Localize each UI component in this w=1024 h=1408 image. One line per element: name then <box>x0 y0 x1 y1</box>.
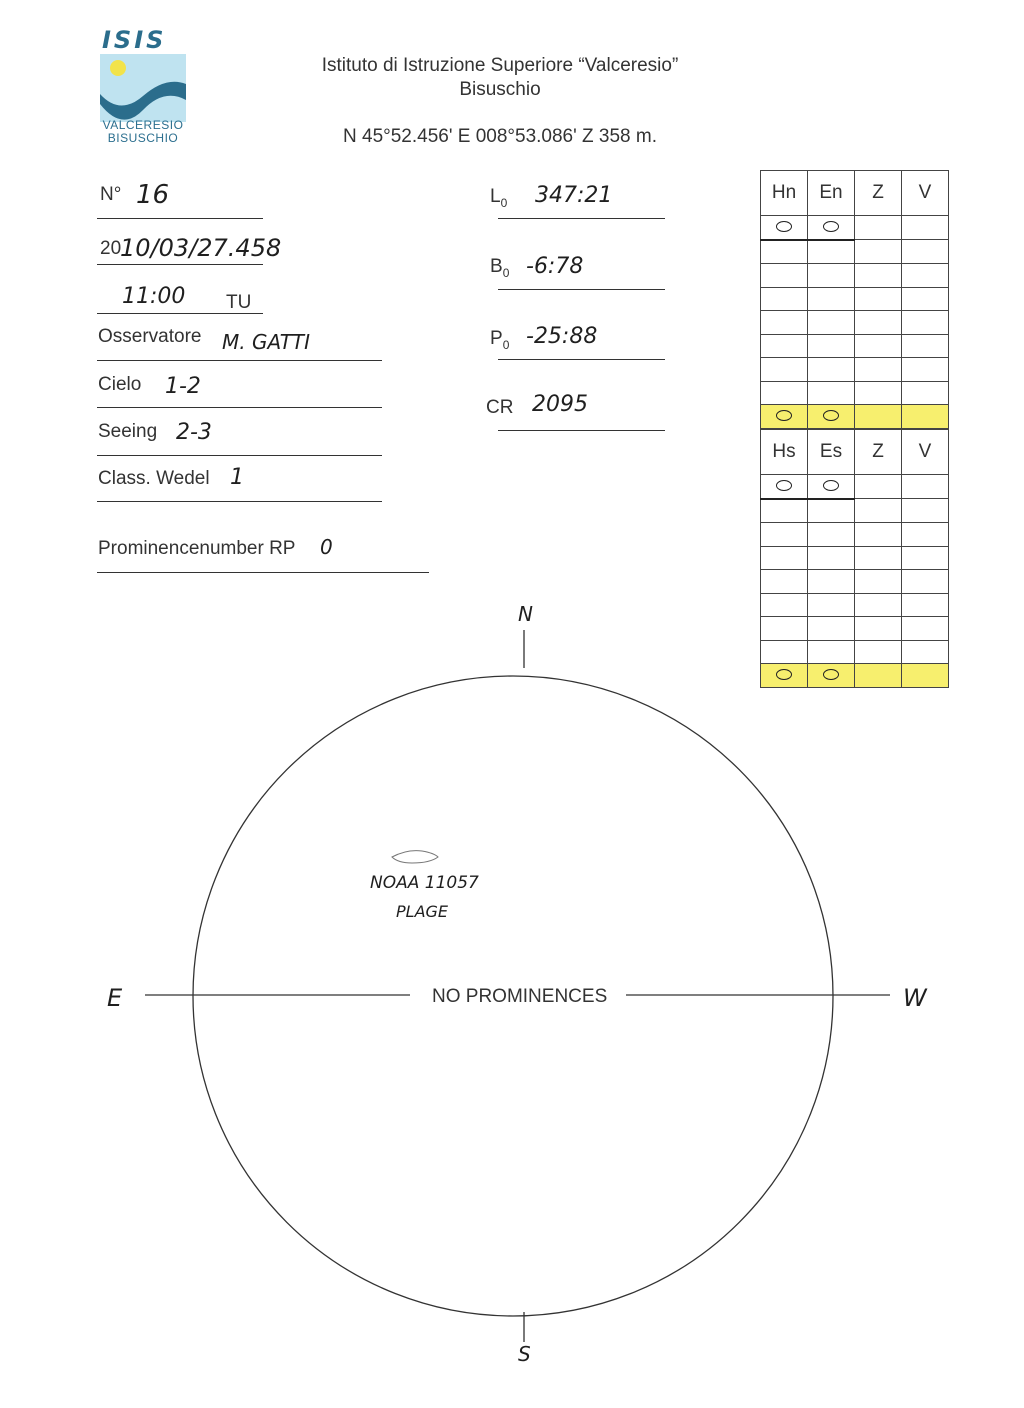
table-cell <box>902 358 949 382</box>
cr-value: 2095 <box>532 392 588 417</box>
table-cell <box>808 358 855 382</box>
p0-label: $P_0$ <box>490 328 510 352</box>
zero-mark <box>776 410 792 421</box>
seeing-rule <box>97 455 382 456</box>
wedel-value: 1 <box>230 465 244 490</box>
logo-line2: BISUSCHIO <box>107 131 179 145</box>
table-cell <box>855 546 902 570</box>
table-cell <box>855 475 902 499</box>
logo-wordmark: ISIS <box>102 26 167 54</box>
table-header: Z <box>855 430 902 475</box>
observer-value: M. GATTI <box>222 330 311 354</box>
table-cell <box>902 381 949 405</box>
table-cell <box>808 264 855 288</box>
table-cell <box>761 264 808 288</box>
table-cell <box>761 475 808 499</box>
zero-mark <box>823 410 839 421</box>
l0-label: $L_0$ <box>490 186 508 210</box>
table-cell <box>855 240 902 264</box>
table-north <box>760 170 949 429</box>
time-value: 11:00 <box>122 284 186 309</box>
table-cell <box>761 287 808 311</box>
wedel-rule <box>97 501 382 502</box>
sky-rule <box>97 407 382 408</box>
b0-rule <box>498 289 665 290</box>
region-annotation-line2: PLAGE <box>396 902 449 921</box>
observer-label: Osservatore <box>98 326 202 347</box>
table-cell <box>902 475 949 499</box>
table-cell <box>761 311 808 335</box>
table-cell <box>902 334 949 358</box>
institute-name: Istituto di Istruzione Superiore “Valceresio” <box>321 55 679 76</box>
table-cell <box>902 523 949 547</box>
table-cell <box>902 546 949 570</box>
logo-line1: VALCERESIO <box>102 118 184 132</box>
table-cell <box>902 264 949 288</box>
seeing-value: 2-3 <box>176 420 212 445</box>
zero-mark <box>823 221 839 232</box>
table-cell <box>808 216 855 240</box>
table-cell <box>902 240 949 264</box>
table-cell <box>855 499 902 523</box>
table-cell <box>808 240 855 264</box>
table-header: En <box>808 171 855 216</box>
region-annotation-line1: NOAA 11057 <box>370 873 479 893</box>
table-cell <box>855 311 902 335</box>
rp-rule <box>97 572 429 573</box>
east-label: E <box>107 984 123 1012</box>
b0-label: $B_0$ <box>490 256 510 280</box>
north-label: N <box>518 602 533 626</box>
sum-cell <box>808 405 855 429</box>
date-value: 10/03/27.458 <box>120 234 282 262</box>
table-cell <box>855 358 902 382</box>
l0-value: 347:21 <box>535 183 613 208</box>
no-prominences-label: NO PROMINENCES <box>432 986 608 1007</box>
table-cell <box>902 216 949 240</box>
time-rule <box>97 313 263 314</box>
zero-mark <box>776 480 792 491</box>
table-header: Hs <box>761 430 808 475</box>
l0-rule <box>498 218 665 219</box>
table-cell <box>902 311 949 335</box>
table-cell <box>761 499 808 523</box>
table-cell <box>855 523 902 547</box>
table-header: Z <box>855 171 902 216</box>
table-header: V <box>902 430 949 475</box>
table-cell <box>808 523 855 547</box>
institute-town: Bisuschio <box>459 79 541 100</box>
sum-cell-struck <box>855 405 902 429</box>
west-label: W <box>903 984 927 1012</box>
table-header: Es <box>808 430 855 475</box>
sky-value: 1-2 <box>165 374 201 399</box>
table-cell <box>902 287 949 311</box>
observer-rule <box>97 360 382 361</box>
table-header: Hn <box>761 171 808 216</box>
table-cell <box>808 334 855 358</box>
table-cell <box>808 287 855 311</box>
table-cell <box>855 381 902 405</box>
table-cell <box>808 475 855 499</box>
rp-value: 0 <box>320 535 333 559</box>
south-label: S <box>518 1342 531 1366</box>
zero-mark <box>823 480 839 491</box>
sum-cell <box>761 405 808 429</box>
cr-label: CR <box>486 397 514 418</box>
logo-emblem-icon <box>100 54 186 122</box>
sum-cell-struck <box>902 405 949 429</box>
time-unit: TU <box>226 292 252 313</box>
sky-label: Cielo <box>98 374 142 395</box>
table-header: V <box>902 171 949 216</box>
zero-mark <box>776 221 792 232</box>
site-coordinates: N 45°52.456' E 008°53.086' Z 358 m. <box>343 126 657 147</box>
number-value: 16 <box>136 180 170 210</box>
table-cell <box>761 334 808 358</box>
table-cell <box>761 546 808 570</box>
b0-value: -6:78 <box>526 254 584 279</box>
table-cell <box>761 358 808 382</box>
number-rule <box>97 218 263 219</box>
table-cell <box>855 216 902 240</box>
table-cell <box>902 499 949 523</box>
solar-disk-diagram <box>0 580 1024 1380</box>
table-cell <box>808 546 855 570</box>
seeing-label: Seeing <box>98 421 158 442</box>
wedel-label: Class. Wedel <box>98 468 210 489</box>
table-cell <box>855 287 902 311</box>
table-cell <box>761 240 808 264</box>
number-label: N° <box>100 184 122 205</box>
plage-sketch <box>392 851 438 863</box>
table-cell <box>761 523 808 547</box>
table-cell <box>761 381 808 405</box>
table-cell <box>808 499 855 523</box>
table-cell <box>855 264 902 288</box>
table-cell <box>855 334 902 358</box>
table-cell <box>808 381 855 405</box>
p0-value: -25:88 <box>526 324 598 349</box>
table-cell <box>808 311 855 335</box>
date-prefix: 20 <box>100 238 122 259</box>
date-rule <box>97 264 263 265</box>
cr-rule <box>498 430 665 431</box>
table-cell <box>761 216 808 240</box>
p0-rule <box>498 359 665 360</box>
rp-label: Prominencenumber RP <box>98 538 296 559</box>
